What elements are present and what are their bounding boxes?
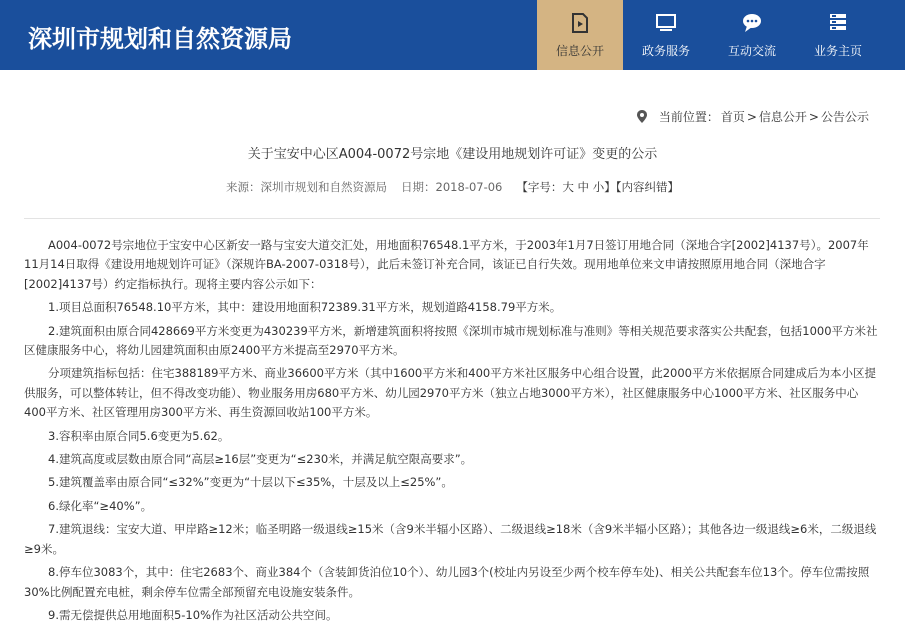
nav-label: 政务服务: [641, 44, 690, 58]
article-paragraph: 3.容积率由原合同5.6变更为5.62。: [48, 428, 230, 443]
article-paragraph: 8.停车位3083个，其中：住宅2683个、商业384个（含装卸货泊位10个）、幼儿园3个(校址内另设至少两个校车停车处)、相关公共配套车位13个。停车位需按照30%比例配置充电桩，剩余停车位需全部预留充电设施安装条件。: [24, 565, 870, 599]
article-body: [24, 236, 880, 625]
site-header: [0, 0, 905, 70]
content-correction-link[interactable]: 【内容纠错】: [615, 180, 679, 194]
server-icon: [827, 12, 849, 34]
main-nav: [537, 0, 881, 70]
nav-item-gov-services[interactable]: [623, 0, 709, 70]
breadcrumb: [637, 108, 869, 125]
article-paragraph: 1.项目总面积76548.10平方米，其中：建设用地面积72389.31平方米，规划道路4158.79平方米。: [48, 300, 562, 315]
article-paragraph: 6.绿化率“≥40%”。: [48, 498, 153, 513]
nav-label: 业务主页: [813, 44, 862, 58]
nav-item-business-home[interactable]: [795, 0, 881, 70]
breadcrumb-info-public[interactable]: 信息公开: [758, 110, 807, 124]
article-paragraph: 4.建筑高度或层数由原合同“高层≥16层”变更为“≤230米，并满足航空限高要求”。: [48, 452, 473, 467]
breadcrumb-separator: >: [746, 109, 757, 124]
nav-item-interaction[interactable]: [709, 0, 795, 70]
article-meta: [0, 179, 905, 195]
breadcrumb-home[interactable]: 首页: [720, 110, 745, 124]
location-pin-icon: [637, 110, 647, 123]
font-size-control[interactable]: 【字号：大 中 小】: [516, 180, 616, 194]
article-source: 来源：深圳市规划和自然资源局: [226, 180, 388, 194]
nav-label: 互动交流: [727, 44, 776, 58]
chat-icon: [741, 12, 763, 34]
site-logo[interactable]: 深圳市规划和自然资源局: [28, 24, 292, 53]
breadcrumb-separator: >: [808, 109, 819, 124]
monitor-icon: [655, 12, 677, 34]
article-paragraph: 7.建筑退线：宝安大道、甲岸路≥12米；临圣明路一级退线≥15米（含9米半辐小区路）、二级退线≥18米（含9米半辐小区路）；其他各边一级退线≥6米，二级退线≥9米。: [24, 522, 877, 556]
breadcrumb-prefix: 当前位置：: [658, 110, 719, 124]
document-icon: [569, 12, 591, 34]
article-paragraph: 5.建筑覆盖率由原合同“≤32%”变更为“十层以下≤35%，十层及以上≤25%”。: [48, 475, 453, 490]
article-paragraph: 2.建筑面积由原合同428669平方米变更为430239平方米，新增建筑面积将按照《深圳市城市规划标准与准则》等相关规范要求落实公共配套，包括1000平方米社区健康服务中心，将幼儿园建筑面积由原2400平方米提高至2970平方米。: [24, 323, 878, 358]
nav-label: 信息公开: [555, 44, 604, 58]
nav-item-info-public[interactable]: [537, 0, 623, 70]
article-paragraph: 分项建筑指标包括：住宅388189平方米、商业36600平方米（其中1600平方米和400平方米社区服务中心组合设置，此2000平方米依据原合同建成后为本小区提供服务，可以整体转让，但不得改变功能）、物业服务用房680平方米、幼儿园2970平方米（独立占地3000平方米），社区健康服务中心1000平方米、社区服务中心400平方米、社区管理用房300平方米、再生资源回收站100平方米。: [24, 366, 876, 420]
article-date: 日期：2018-07-06: [401, 180, 503, 194]
divider: [24, 218, 880, 219]
breadcrumb-announcements[interactable]: 公告公示: [820, 110, 869, 124]
article-paragraph: A004-0072号宗地位于宝安中心区新安一路与宝安大道交汇处，用地面积76548.1平方米，于2003年1月7日签订用地合同（深地合字[2002]4137号）。2007年11月14日取得《建设用地规划许可证》（深规许BA-2007-0318号），此后未签订补充合同，该证已自行失效。现用地单位来文申请按照原用地合同（深地合字[2002]4137号）约定指标执行。现将主要内容公示如下：: [24, 238, 869, 291]
article-paragraph: 9.需无偿提供总用地面积5-10%作为社区活动公共空间。: [48, 607, 338, 622]
article-title: 关于宝安中心区A004-0072号宗地《建设用地规划许可证》变更的公示: [247, 147, 658, 162]
